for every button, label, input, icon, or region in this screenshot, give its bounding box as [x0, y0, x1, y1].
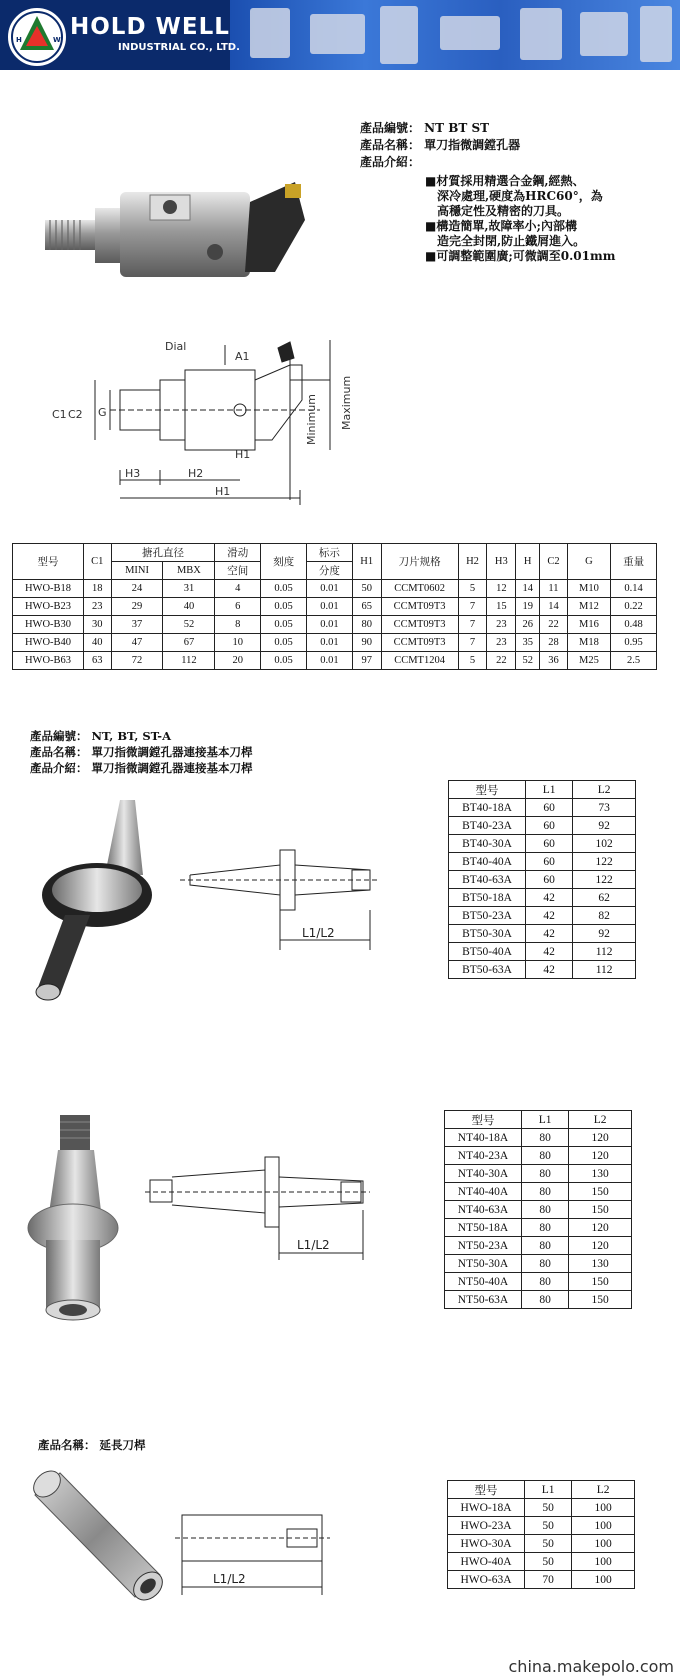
table-cell: 52 [516, 652, 540, 670]
table-cell: NT40-18A [445, 1129, 522, 1147]
table-cell: 92 [573, 925, 636, 943]
table-cell: 2.5 [611, 652, 657, 670]
nt-table-body [445, 1111, 632, 1309]
dim-label: L1/L2 [297, 1238, 330, 1252]
table-cell: 0.01 [306, 598, 352, 616]
spec-table [12, 543, 657, 670]
table-row [445, 1183, 632, 1201]
table-row [445, 1201, 632, 1219]
table-cell: 100 [572, 1517, 635, 1535]
table-cell: HWO-B30 [13, 616, 84, 634]
nt-shank-drawing [145, 1155, 375, 1265]
section2-intro: 產品介紹： 單刀指微調鏜孔器連接基本刀桿 [30, 761, 253, 775]
table-cell: 0.05 [261, 580, 307, 598]
table-header: 型号 [449, 781, 526, 799]
table-cell: 63 [84, 652, 112, 670]
table-cell: 0.01 [306, 580, 352, 598]
table-cell: 14 [540, 598, 568, 616]
table-header: L1 [525, 1481, 572, 1499]
table-cell: 82 [573, 907, 636, 925]
table-cell: 11 [540, 580, 568, 598]
dim-label: L1/L2 [213, 1572, 246, 1586]
table-row [449, 835, 636, 853]
table-cell: 0.05 [261, 652, 307, 670]
table-cell: 36 [540, 652, 568, 670]
table-cell: 100 [572, 1553, 635, 1571]
table-cell: 60 [526, 817, 573, 835]
table-header: 搪孔直径 [111, 544, 215, 562]
bullet-line: 深冷處理,硬度為HRC60°，為 [437, 189, 603, 203]
table-row [449, 853, 636, 871]
label-h1: H1 [215, 485, 231, 498]
table-cell: NT40-23A [445, 1147, 522, 1165]
spec-table-body [13, 580, 657, 670]
table-cell: 37 [111, 616, 163, 634]
table-cell: 73 [573, 799, 636, 817]
table-header-row [445, 1111, 632, 1129]
table-cell: 80 [522, 1273, 569, 1291]
table-header: 标示 [306, 544, 352, 562]
table-cell: 150 [569, 1273, 632, 1291]
table-cell: 92 [573, 817, 636, 835]
table-cell: 112 [573, 961, 636, 979]
table-cell: 23 [487, 634, 516, 652]
table-cell: 0.05 [261, 616, 307, 634]
table-cell: 52 [163, 616, 215, 634]
table-row [445, 1165, 632, 1183]
label-minimum: Minimum [305, 394, 318, 445]
table-cell: 5 [458, 580, 487, 598]
company-logo [6, 6, 68, 68]
table-cell: CCMT0602 [381, 580, 458, 598]
table-cell: 6 [215, 598, 261, 616]
table-cell: CCMT09T3 [381, 598, 458, 616]
table-cell: 80 [522, 1237, 569, 1255]
table-cell: 80 [522, 1147, 569, 1165]
table-cell: HWO-40A [448, 1553, 525, 1571]
table-cell: 40 [163, 598, 215, 616]
label-h1-inner: H1 [235, 448, 251, 461]
table-cell: 12 [487, 580, 516, 598]
table-header: L1 [522, 1111, 569, 1129]
table-subheader: 分度 [306, 562, 352, 580]
table-cell: 80 [522, 1291, 569, 1309]
table-cell: NT50-63A [445, 1291, 522, 1309]
table-cell: 23 [487, 616, 516, 634]
bt-shank-photo [25, 795, 155, 1010]
table-cell: 60 [526, 835, 573, 853]
table-subheader: MINI [111, 562, 163, 580]
dim-label: L1/L2 [302, 926, 335, 940]
table-cell: 70 [525, 1571, 572, 1589]
bt-table [448, 780, 636, 979]
table-cell: 122 [573, 853, 636, 871]
brand-subtitle: INDUSTRIAL CO., LTD. [118, 42, 240, 53]
table-cell: 14 [516, 580, 540, 598]
table-cell: HWO-B40 [13, 634, 84, 652]
table-cell: HWO-30A [448, 1535, 525, 1553]
extension-bar-drawing [175, 1505, 335, 1600]
nt-shank-photo [18, 1110, 128, 1325]
label-dial: Dial [165, 340, 187, 353]
table-cell: 50 [525, 1535, 572, 1553]
extension-bar-photo [30, 1465, 165, 1610]
table-row [449, 907, 636, 925]
table-row [448, 1553, 635, 1571]
table-row [449, 961, 636, 979]
table-cell: NT50-23A [445, 1237, 522, 1255]
table-cell: 5 [458, 652, 487, 670]
table-cell: BT50-63A [449, 961, 526, 979]
table-cell: 100 [572, 1535, 635, 1553]
table-row [449, 943, 636, 961]
table-cell: 0.95 [611, 634, 657, 652]
table-cell: 130 [569, 1255, 632, 1273]
table-cell: 35 [516, 634, 540, 652]
table-cell: 80 [522, 1129, 569, 1147]
table-cell: NT40-40A [445, 1183, 522, 1201]
table-cell: 100 [572, 1499, 635, 1517]
table-cell: 42 [526, 961, 573, 979]
table-cell: CCMT1204 [381, 652, 458, 670]
boring-head-diagram [40, 340, 360, 520]
table-cell: 7 [458, 598, 487, 616]
table-cell: 42 [526, 925, 573, 943]
table-cell: HWO-63A [448, 1571, 525, 1589]
table-cell: M18 [567, 634, 610, 652]
table-header: 重量 [611, 544, 657, 580]
table-row [445, 1273, 632, 1291]
table-header: H1 [352, 544, 381, 580]
table-cell: M16 [567, 616, 610, 634]
table-cell: BT40-63A [449, 871, 526, 889]
table-cell: BT40-23A [449, 817, 526, 835]
table-header: L1 [526, 781, 573, 799]
section1-code: 產品編號： NT BT ST [360, 121, 490, 135]
table-row [445, 1129, 632, 1147]
table-cell: 40 [84, 634, 112, 652]
table-row [449, 799, 636, 817]
table-header: 刻度 [261, 544, 307, 580]
table-cell: 112 [573, 943, 636, 961]
table-cell: CCMT09T3 [381, 616, 458, 634]
table-cell: NT50-18A [445, 1219, 522, 1237]
table-row [13, 634, 657, 652]
table-cell: 47 [111, 634, 163, 652]
table-cell: NT40-30A [445, 1165, 522, 1183]
table-cell: 102 [573, 835, 636, 853]
table-cell: 60 [526, 799, 573, 817]
watermark: china.makepolo.com [508, 1657, 674, 1676]
table-row [449, 871, 636, 889]
banner-product-strip [230, 0, 680, 70]
label-maximum: Maximum [340, 375, 353, 430]
table-cell: HWO-23A [448, 1517, 525, 1535]
table-cell: 90 [352, 634, 381, 652]
table-header: L2 [573, 781, 636, 799]
bullet-line: ■可調整範圍廣;可微調至0.01mm [425, 249, 616, 263]
table-row [448, 1517, 635, 1535]
table-cell: 0.48 [611, 616, 657, 634]
table-cell: 10 [215, 634, 261, 652]
table-cell: 42 [526, 943, 573, 961]
table-row [13, 652, 657, 670]
table-cell: 65 [352, 598, 381, 616]
table-cell: 130 [569, 1165, 632, 1183]
table-cell: 150 [569, 1291, 632, 1309]
table-cell: 50 [352, 580, 381, 598]
table-header: 刀片规格 [381, 544, 458, 580]
table-cell: BT40-30A [449, 835, 526, 853]
table-header: C1 [84, 544, 112, 580]
table-row [445, 1255, 632, 1273]
table-header-row [449, 781, 636, 799]
table-header: 型号 [13, 544, 84, 580]
table-subheader: MBX [163, 562, 215, 580]
table-header: H2 [458, 544, 487, 580]
table-cell: 120 [569, 1237, 632, 1255]
table-cell: 15 [487, 598, 516, 616]
table-cell: 0.22 [611, 598, 657, 616]
table-cell: HWO-B18 [13, 580, 84, 598]
table-cell: 67 [163, 634, 215, 652]
table-cell: BT50-18A [449, 889, 526, 907]
table-row [449, 925, 636, 943]
table-cell: 80 [522, 1255, 569, 1273]
section2-code: 產品編號： NT, BT, ST-A [30, 729, 171, 743]
bt-shank-drawing [180, 840, 390, 960]
table-cell: 24 [111, 580, 163, 598]
table-cell: NT50-40A [445, 1273, 522, 1291]
table-cell: 20 [215, 652, 261, 670]
table-cell: 120 [569, 1129, 632, 1147]
header-banner [0, 0, 680, 70]
table-cell: 18 [84, 580, 112, 598]
table-row [448, 1499, 635, 1517]
table-row [445, 1291, 632, 1309]
table-row [448, 1571, 635, 1589]
table-cell: 150 [569, 1183, 632, 1201]
table-cell: 8 [215, 616, 261, 634]
section4-name: 產品名稱： 延長刀桿 [38, 1438, 146, 1452]
bullet-line: 造完全封閉,防止鐵屑進入。 [437, 234, 586, 248]
extension-table [447, 1480, 635, 1589]
table-cell: 150 [569, 1201, 632, 1219]
table-cell: NT50-30A [445, 1255, 522, 1273]
table-cell: 122 [573, 871, 636, 889]
table-cell: M25 [567, 652, 610, 670]
table-row [445, 1147, 632, 1165]
label-g: G [98, 406, 107, 419]
table-cell: 31 [163, 580, 215, 598]
table-cell: 0.05 [261, 634, 307, 652]
table-cell: BT40-40A [449, 853, 526, 871]
table-cell: 80 [522, 1219, 569, 1237]
table-cell: 112 [163, 652, 215, 670]
table-cell: BT40-18A [449, 799, 526, 817]
table-cell: 42 [526, 907, 573, 925]
table-cell: 80 [352, 616, 381, 634]
table-cell: M10 [567, 580, 610, 598]
table-cell: 23 [84, 598, 112, 616]
table-header: 滑动 [215, 544, 261, 562]
nt-table [444, 1110, 632, 1309]
table-row [13, 616, 657, 634]
table-cell: 29 [111, 598, 163, 616]
table-row [13, 580, 657, 598]
section2-name: 產品名稱： 單刀指微調鏜孔器連接基本刀桿 [30, 745, 253, 759]
table-cell: 26 [516, 616, 540, 634]
bt-table-body [449, 781, 636, 979]
table-cell: 120 [569, 1147, 632, 1165]
table-header-row [13, 544, 657, 562]
table-cell: 50 [525, 1499, 572, 1517]
section1-intro-label: 產品介紹： [360, 155, 421, 169]
table-cell: 50 [525, 1517, 572, 1535]
label-c1: C1 [52, 408, 67, 421]
table-row [449, 889, 636, 907]
table-cell: 72 [111, 652, 163, 670]
table-cell: BT50-30A [449, 925, 526, 943]
table-cell: 0.01 [306, 616, 352, 634]
table-cell: 60 [526, 871, 573, 889]
table-cell: 19 [516, 598, 540, 616]
table-row [449, 817, 636, 835]
table-header-row [448, 1481, 635, 1499]
bullet-line: ■材質採用精選合金鋼,經熱、 [425, 174, 585, 188]
table-cell: 0.05 [261, 598, 307, 616]
section1-name: 產品名稱： 單刀指微調鏜孔器 [360, 138, 521, 152]
table-cell: 0.01 [306, 634, 352, 652]
svg-text:W: W [53, 36, 61, 44]
table-cell: 28 [540, 634, 568, 652]
table-cell: CCMT09T3 [381, 634, 458, 652]
brand-name: HOLD WELL [70, 14, 230, 40]
bullet-line: ■構造簡單,故障率小;內部構 [425, 219, 577, 233]
table-header: L2 [569, 1111, 632, 1129]
bullet-line: 高穩定性及精密的刀具。 [437, 204, 570, 218]
table-row [13, 598, 657, 616]
table-cell: 50 [525, 1553, 572, 1571]
boring-head-photo [40, 180, 310, 290]
table-cell: 80 [522, 1165, 569, 1183]
table-row [445, 1237, 632, 1255]
table-header: L2 [572, 1481, 635, 1499]
extension-table-body [448, 1481, 635, 1589]
table-cell: 100 [572, 1571, 635, 1589]
label-h2: H2 [188, 467, 204, 480]
table-cell: 4 [215, 580, 261, 598]
table-cell: 30 [84, 616, 112, 634]
svg-text:H: H [16, 36, 22, 44]
table-cell: 97 [352, 652, 381, 670]
table-cell: BT50-23A [449, 907, 526, 925]
table-cell: 62 [573, 889, 636, 907]
table-header: C2 [540, 544, 568, 580]
table-subheader: 空间 [215, 562, 261, 580]
table-cell: 0.01 [306, 652, 352, 670]
table-cell: 80 [522, 1183, 569, 1201]
table-cell: 60 [526, 853, 573, 871]
table-row [448, 1535, 635, 1553]
table-cell: BT50-40A [449, 943, 526, 961]
table-cell: 42 [526, 889, 573, 907]
table-cell: HWO-B23 [13, 598, 84, 616]
table-cell: 0.14 [611, 580, 657, 598]
table-cell: 80 [522, 1201, 569, 1219]
table-header: G [567, 544, 610, 580]
table-cell: HWO-B63 [13, 652, 84, 670]
label-h3: H3 [125, 467, 141, 480]
table-cell: 7 [458, 616, 487, 634]
section1-bullets [425, 174, 675, 264]
table-row [445, 1219, 632, 1237]
table-cell: M12 [567, 598, 610, 616]
table-cell: 22 [540, 616, 568, 634]
table-header: H [516, 544, 540, 580]
table-cell: 120 [569, 1219, 632, 1237]
table-cell: HWO-18A [448, 1499, 525, 1517]
table-cell: 7 [458, 634, 487, 652]
table-header: 型号 [448, 1481, 525, 1499]
label-c2: C2 [68, 408, 83, 421]
label-a1: A1 [235, 350, 250, 363]
table-cell: NT40-63A [445, 1201, 522, 1219]
table-header: 型号 [445, 1111, 522, 1129]
table-cell: 22 [487, 652, 516, 670]
table-header: H3 [487, 544, 516, 580]
